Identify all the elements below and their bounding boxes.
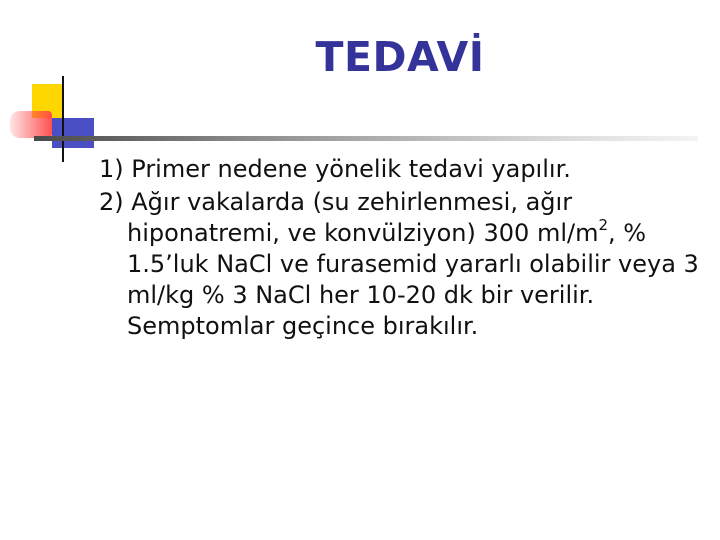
list-item-2-text-after: , % 1.5’luk NaCl ve furasemid yararlı olabilir veya 3 ml/kg % 3 NaCl her 10-20 dk bir verilir. Semptomlar geçince bırakılır. xyxy=(127,219,699,340)
superscript: 2 xyxy=(598,216,609,234)
slide-title: TEDAVİ xyxy=(315,33,485,81)
list-item-1 xyxy=(99,154,699,185)
slide-content xyxy=(99,154,699,344)
slide-logo-decoration xyxy=(0,0,110,170)
list-item-2 xyxy=(99,187,699,342)
logo-red-shape xyxy=(10,111,52,138)
list-item-2-text-before: 2) Ağır vakalarda (su zehirlenmesi, ağır hiponatremi, ve konvülziyon) 300 ml/m xyxy=(99,188,599,247)
logo-vertical-line xyxy=(62,76,64,162)
logo-blue-square xyxy=(52,118,94,148)
list-item-1-text: 1) Primer nedene yönelik tedavi yapılır. xyxy=(99,155,571,183)
title-divider xyxy=(34,136,698,141)
